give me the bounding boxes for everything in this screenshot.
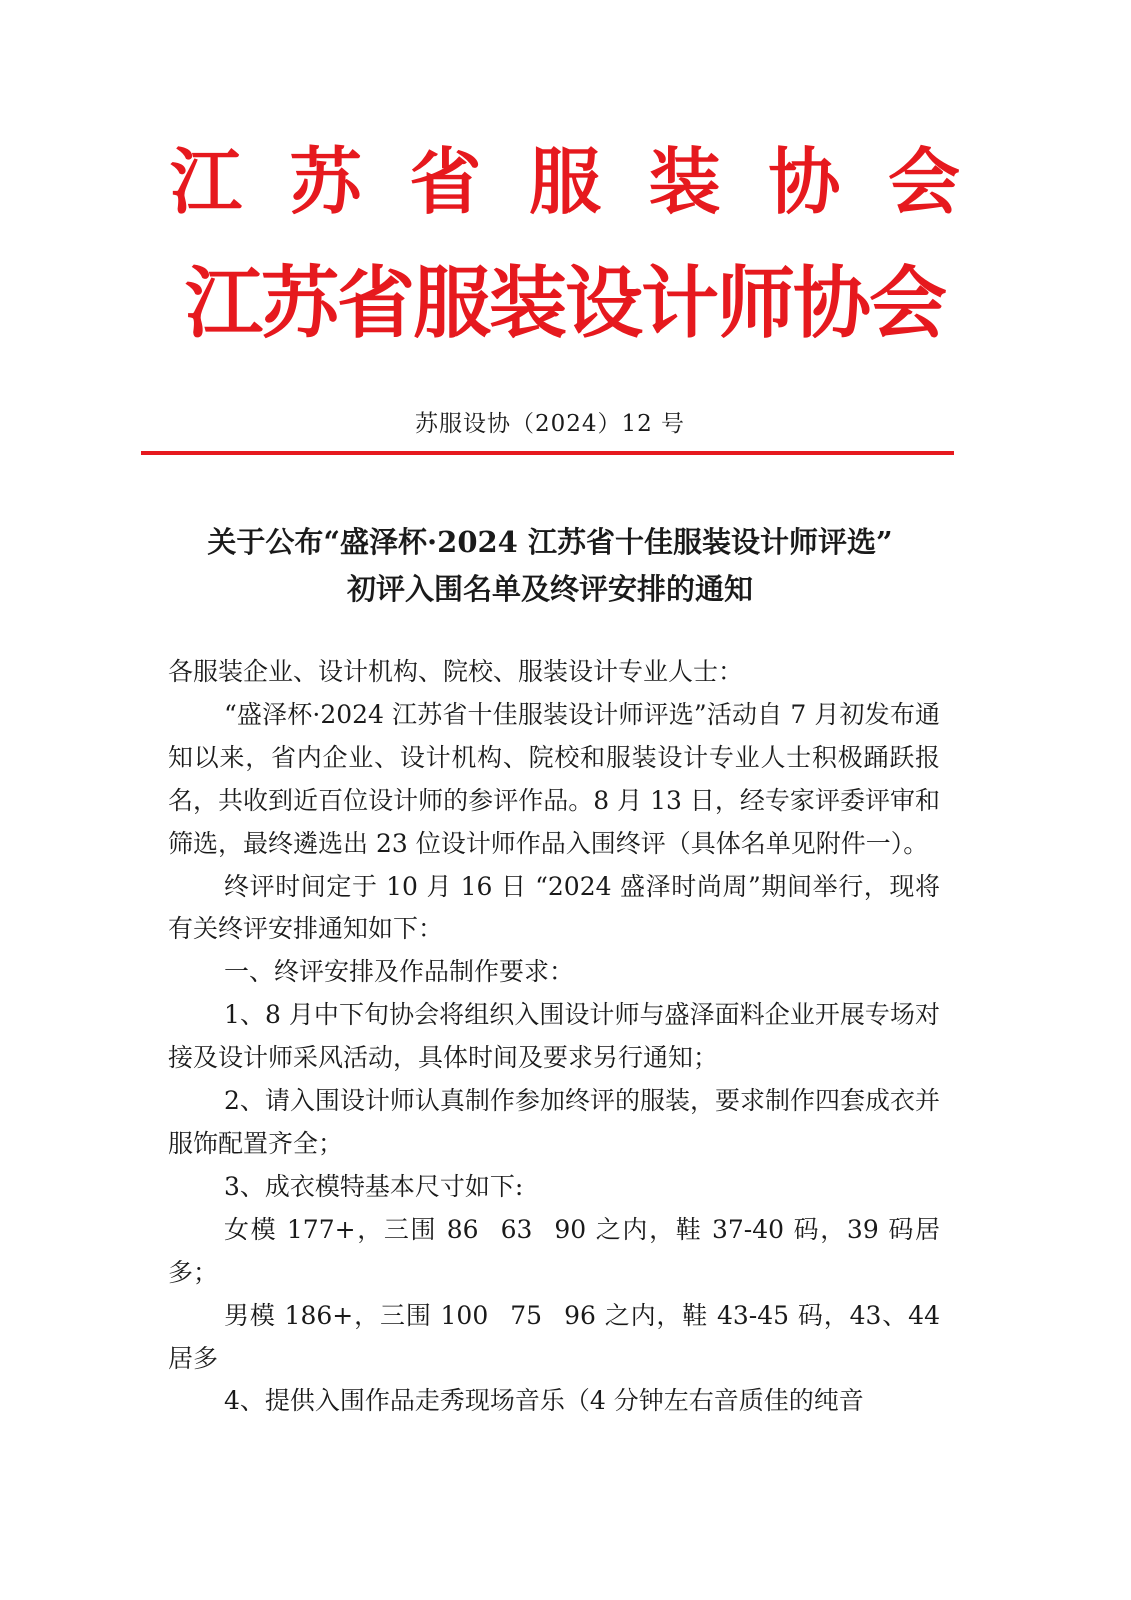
- paragraph-intro: “盛泽杯·2024 江苏省十佳服装设计师评选”活动自 7 月初发布通知以来，省内企业、设计机构、院校和服装设计专业人士积极踊跃报名，共收到近百位设计师的参评作品。8 月 13 日，经专家评委评审和筛选，最终遴选出 23 位设计师作品入围终评（具体名单见附件一）。: [168, 699, 940, 858]
- list-item-2: 2、请入围设计师认真制作参加终评的服装，要求制作四套成衣并服饰配置齐全；: [168, 1086, 940, 1158]
- document-number: 苏服设协（2024）12 号: [414, 411, 686, 437]
- org-name-primary: 江 苏 省 服 装 协 会: [170, 140, 960, 224]
- red-divider-rule: [141, 451, 954, 455]
- female-model-spec-waist: 63: [500, 1214, 533, 1244]
- org-name-secondary: 江苏省服装设计师协会: [184, 259, 945, 349]
- male-model-spec-waist: 75: [510, 1300, 543, 1330]
- female-model-spec-suffix: 90 之内，鞋 37-40 码，39 码居多；: [168, 1214, 940, 1287]
- notice-title-line-1: 关于公布“盛泽杯·2024 江苏省十佳服装设计师评选”: [207, 525, 893, 559]
- paragraph-final-schedule: 终评时间定于 10 月 16 日 “2024 盛泽时尚周”期间举行，现将有关终评安排通知如下：: [168, 871, 940, 944]
- notice-title-line-2: 初评入围名单及终评安排的通知: [346, 572, 753, 606]
- female-model-spec: [168, 1209, 940, 1295]
- notice-body: [168, 651, 940, 1423]
- male-model-spec: [168, 1295, 940, 1381]
- list-item-4: 4、提供入围作品走秀现场音乐（4 分钟左右音质佳的纯音: [224, 1386, 864, 1416]
- list-item-1: 1、8 月中下旬协会将组织入围设计师与盛泽面料企业开展专场对接及设计师采风活动，具体时间及要求另行通知；: [168, 1000, 940, 1073]
- female-model-spec-prefix: 女模 177+，三围 86: [224, 1214, 479, 1244]
- section-heading-1: 一、终评安排及作品制作要求：: [224, 957, 575, 987]
- list-item-3: 3、成衣模特基本尺寸如下:: [224, 1171, 524, 1201]
- male-model-spec-suffix: 96 之内，鞋 43-45 码，43、44 居多: [168, 1300, 940, 1373]
- salutation: 各服装企业、设计机构、院校、服装设计专业人士：: [168, 657, 744, 686]
- male-model-spec-prefix: 男模 186+，三围 100: [224, 1300, 489, 1330]
